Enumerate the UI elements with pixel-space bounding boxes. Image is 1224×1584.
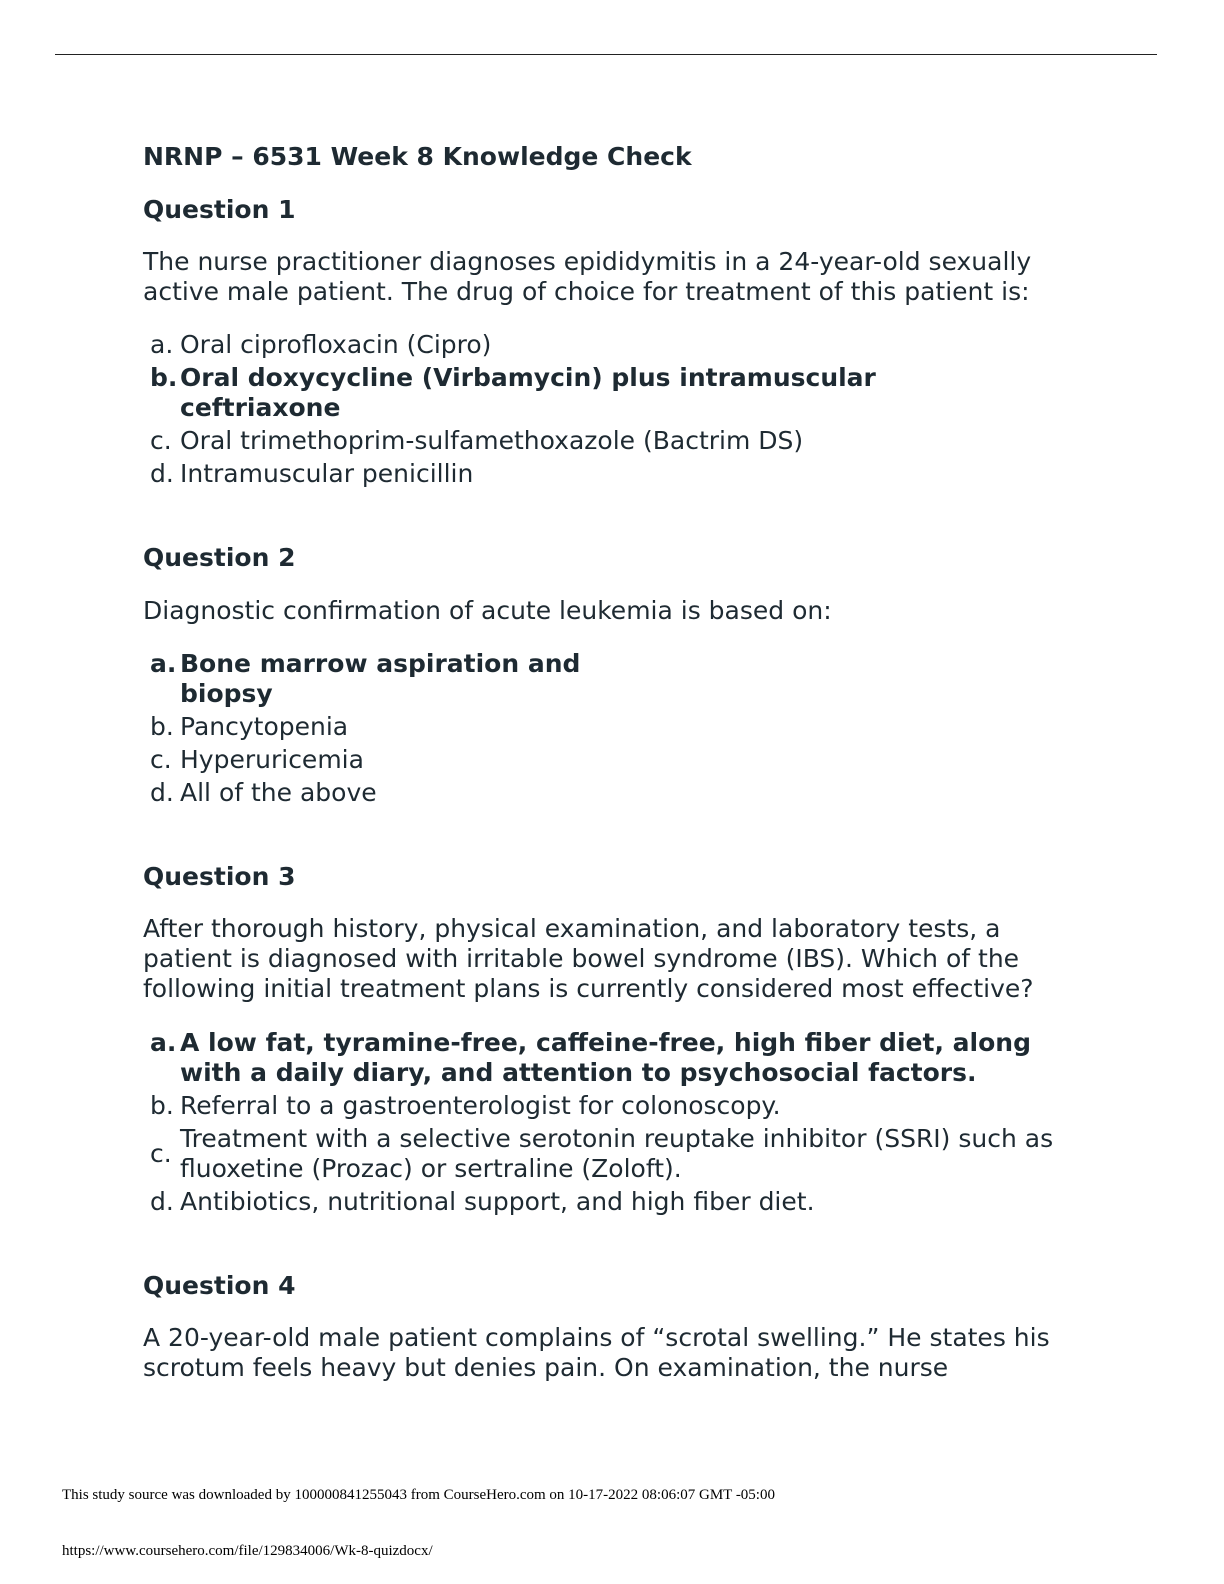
option-letter: a.: [150, 330, 174, 359]
question-2-options: [150, 649, 1080, 811]
option-text: Intramuscular penicillin: [180, 459, 474, 488]
question-2-option-a-correct: [150, 649, 1080, 709]
option-text: Oral trimethoprim-sulfamethoxazole (Bactrim DS): [180, 426, 804, 455]
option-text: Oral ciprofloxacin (Cipro): [180, 330, 492, 359]
header-divider: [55, 54, 1157, 55]
question-1-option-d: [150, 459, 1080, 489]
question-3-option-a-correct: [150, 1028, 1080, 1088]
option-text: All of the above: [180, 778, 377, 807]
question-4-heading: Question 4: [143, 1271, 296, 1300]
question-2-option-c: [150, 745, 1080, 775]
question-4-text: A 20-year-old male patient complains of “scrotal swelling.” He states his scrotum feels heavy but denies pain. On examination, the nurse: [143, 1323, 1050, 1382]
option-letter: c.: [150, 745, 172, 774]
option-letter: a.: [150, 1028, 177, 1057]
question-2-text: Diagnostic confirmation of acute leukemia is based on:: [143, 596, 832, 625]
option-letter: d.: [150, 778, 174, 807]
option-text: Bone marrow aspiration and biopsy: [180, 649, 581, 708]
question-3-option-d: [150, 1187, 1080, 1217]
question-3-options: [150, 1028, 1080, 1220]
option-letter: b.: [150, 1091, 174, 1120]
option-text: A low fat, tyramine-free, caffeine-free, high fiber diet, along with a daily diary, and attention to psychosocial factors.: [180, 1028, 1031, 1087]
option-letter: d.: [150, 1187, 174, 1216]
option-letter: d.: [150, 459, 174, 488]
question-1-text: The nurse practitioner diagnoses epididymitis in a 24-year-old sexually active male patient. The drug of choice for treatment of this patient is:: [143, 247, 1032, 306]
question-3-option-c: [150, 1124, 1080, 1184]
question-1-option-b-correct: [150, 363, 1080, 423]
question-3-option-b: [150, 1091, 1080, 1121]
question-2-option-d: [150, 778, 1080, 808]
question-1-heading: Question 1: [143, 195, 296, 224]
option-text: Oral doxycycline (Virbamycin) plus intramuscular ceftriaxone: [180, 363, 876, 422]
option-text: Referral to a gastroenterologist for colonoscopy.: [180, 1091, 781, 1120]
option-letter: c.: [150, 1139, 172, 1168]
question-1-option-a: [150, 330, 1080, 360]
question-1-options: [150, 330, 1080, 492]
option-text: Treatment with a selective serotonin reuptake inhibitor (SSRI) such as fluoxetine (Prozac) or sertraline (Zoloft).: [180, 1124, 1054, 1183]
option-text: Pancytopenia: [180, 712, 349, 741]
question-3-text: After thorough history, physical examination, and laboratory tests, a patient is diagnosed with irritable bowel syndrome (IBS). Which of the following initial treatment plans is currently considered most effective?: [143, 914, 1034, 1003]
question-3-heading: Question 3: [143, 862, 296, 891]
option-letter: b.: [150, 712, 174, 741]
document-title: NRNP – 6531 Week 8 Knowledge Check: [143, 142, 692, 171]
question-2-heading: Question 2: [143, 543, 296, 572]
question-1-option-c: [150, 426, 1080, 456]
option-letter: c.: [150, 426, 172, 455]
source-url-link[interactable]: https://www.coursehero.com/file/129834006/Wk-8-quizdocx/: [62, 1543, 433, 1559]
download-source-note: This study source was downloaded by 100000841255043 from CourseHero.com on 10-17-2022 08:06:07 GMT -05:00: [62, 1487, 775, 1503]
option-letter: a.: [150, 649, 177, 678]
option-letter: b.: [150, 363, 178, 392]
option-text: Antibiotics, nutritional support, and high fiber diet.: [180, 1187, 815, 1216]
question-2-option-b: [150, 712, 1080, 742]
option-text: Hyperuricemia: [180, 745, 364, 774]
